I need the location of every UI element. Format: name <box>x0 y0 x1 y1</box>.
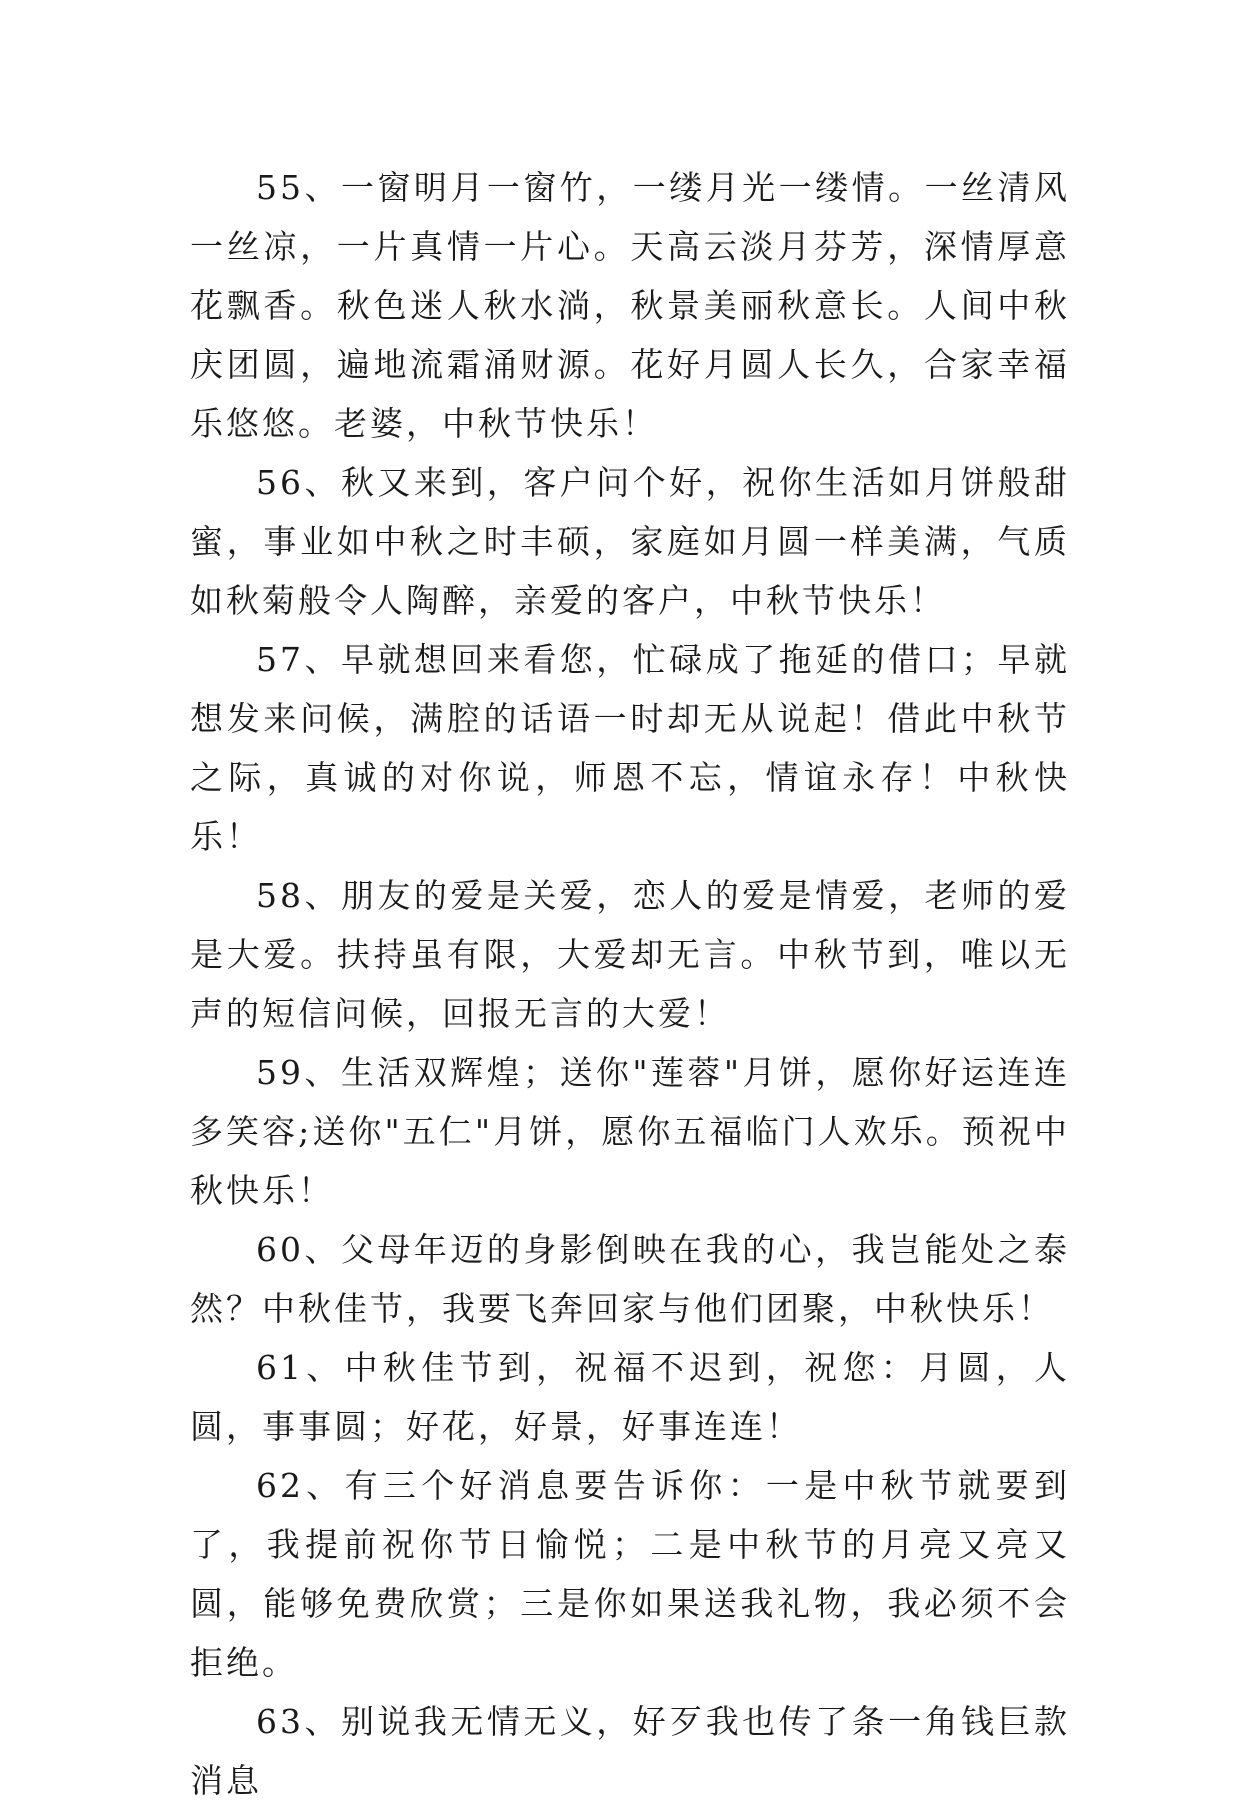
paragraph-55: 55、一窗明月一窗竹，一缕月光一缕情。一丝清风一丝凉，一片真情一片心。天高云淡月芬芳，深情厚意花飘香。秋色迷人秋水淌，秋景美丽秋意长。人间中秋庆团圆，遍地流霜涌财源。花好月圆人长久，合家幸福乐悠悠。老婆，中秋节快乐！ <box>190 168 1070 443</box>
paragraph-61: 61、中秋佳节到，祝福不迟到，祝您：月圆，人圆，事事圆；好花，好景，好事连连！ <box>190 1348 1070 1446</box>
paragraph-63: 63、别说我无情无义，好歹我也传了条一角钱巨款消息 <box>190 1702 1070 1800</box>
document-body <box>190 158 1070 1810</box>
paragraph-59: 59、生活双辉煌；送你"莲蓉"月饼，愿你好运连连多笑容;送你"五仁"月饼，愿你五福临门人欢乐。预祝中秋快乐！ <box>190 1053 1070 1210</box>
paragraph-62: 62、有三个好消息要告诉你：一是中秋节就要到了，我提前祝你节日愉悦；二是中秋节的月亮又亮又圆，能够免费欣赏；三是你如果送我礼物，我必须不会拒绝。 <box>190 1466 1070 1682</box>
paragraph-58: 58、朋友的爱是关爱，恋人的爱是情爱，老师的爱是大爱。扶持虽有限，大爱却无言。中秋节到，唯以无声的短信问候，回报无言的大爱！ <box>190 876 1070 1033</box>
paragraph-56: 56、秋又来到，客户问个好，祝你生活如月饼般甜蜜，事业如中秋之时丰硕，家庭如月圆一样美满，气质如秋菊般令人陶醉，亲爱的客户，中秋节快乐！ <box>190 463 1070 620</box>
paragraph-60: 60、父母年迈的身影倒映在我的心，我岂能处之泰然？中秋佳节，我要飞奔回家与他们团聚，中秋快乐！ <box>190 1230 1070 1328</box>
paragraph-57: 57、早就想回来看您，忙碌成了拖延的借口；早就想发来问候，满腔的话语一时却无从说起！借此中秋节之际，真诚的对你说，师恩不忘，情谊永存！中秋快乐！ <box>190 640 1070 856</box>
